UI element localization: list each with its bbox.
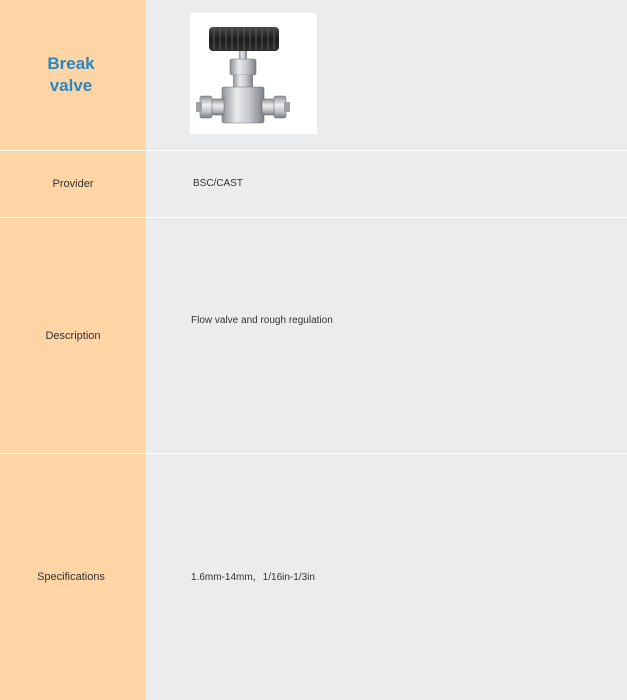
image-cell (146, 0, 627, 150)
provider-row (0, 151, 627, 217)
specifications-row (0, 454, 627, 700)
provider-label: Provider (52, 178, 94, 190)
title-cell (0, 0, 146, 150)
product-title: Break valve (47, 54, 95, 95)
needle-valve-icon (190, 13, 317, 134)
provider-label-cell (0, 151, 146, 217)
specifications-label: Specifications (37, 571, 105, 583)
provider-value-cell (146, 151, 627, 217)
description-value: Flow valve and rough regulation (191, 315, 333, 326)
description-row (0, 218, 627, 453)
specifications-value: 1.6mm-14mm，1/16in-1/3in (191, 572, 315, 583)
description-label-cell (0, 218, 146, 453)
title-row (0, 0, 627, 150)
provider-value: BSC/CAST (193, 178, 244, 189)
specifications-label-cell (0, 454, 146, 700)
needle-valve-photo (190, 13, 317, 134)
description-label: Description (45, 329, 101, 342)
specifications-value-cell (146, 454, 627, 700)
description-value-cell (146, 218, 627, 453)
